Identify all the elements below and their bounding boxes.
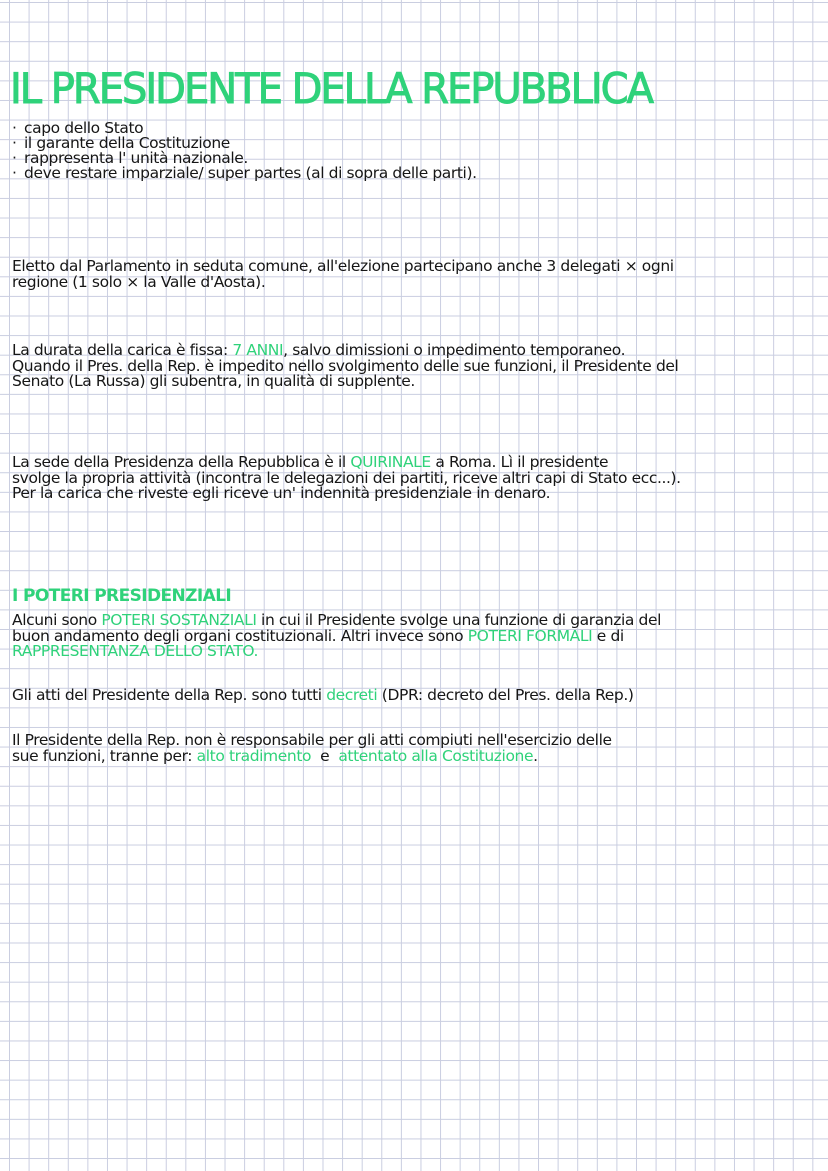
highlight-term: POTERI SOSTANZIALI (101, 611, 257, 629)
text: La sede della Presidenza della Repubblica è il (12, 453, 351, 471)
highlight-term: QUIRINALE (350, 453, 431, 471)
text-line: Per la carica che riveste egli riceve un' indennità presidenziale in denaro. (12, 484, 551, 502)
highlight-term: POTERI FORMALI (467, 626, 593, 645)
paragraph-seat (12, 455, 681, 502)
text: sue funzioni, tranne per: (12, 746, 197, 765)
bullet-dot-icon: · (12, 149, 17, 167)
list-item-text: il garante della Costituzione (24, 134, 230, 152)
text-line: Quando il Pres. della Rep. è impedito nello svolgimento delle sue funzioni, il Presidente del (12, 356, 679, 375)
list-item-text: capo dello Stato (24, 119, 144, 137)
text: Alcuni sono (12, 611, 102, 629)
text-line: Senato (La Russa) gli subentra, in qualità di supplente. (12, 372, 415, 390)
text-line (12, 688, 634, 704)
paragraph-election (12, 259, 674, 290)
text-line: Eletto dal Parlamento in seduta comune, all'elezione partecipano anche 3 delegati × ogni (12, 257, 674, 275)
text: a Roma. Lì il presidente (430, 453, 609, 471)
text-line: svolge la propria attività (incontra le delegazioni dei partiti, riceve altri capi di Stato ecc...). (12, 468, 681, 487)
highlight-term: RAPPRESENTANZA DELLO STATO. (12, 642, 259, 660)
paragraph-decrees (12, 688, 634, 704)
text-line: Il Presidente della Rep. non è responsabile per gli atti compiuti nell'esercizio delle (12, 731, 612, 749)
highlight-term: alto tradimento (196, 746, 312, 765)
text: buon andamento degli organi costituzionali. Altri invece sono (12, 626, 468, 645)
highlight-term: 7 ANNI (232, 341, 284, 359)
list-item-text: deve restare imparziale/ super partes (al di sopra delle parti). (24, 164, 477, 182)
paragraph-term (12, 343, 678, 390)
highlight-term: decreti (326, 686, 378, 704)
bullet-dot-icon: · (12, 134, 17, 152)
list-item-text: rappresenta l' unità nazionale. (24, 149, 248, 167)
text: . (533, 746, 538, 765)
text: e (311, 746, 339, 765)
page-title: IL PRESIDENTE DELLA REPUBBLICA (10, 64, 652, 114)
text: in cui il Presidente svolge una funzione di garanzia del (256, 611, 661, 629)
list-item (12, 166, 477, 181)
text-line (12, 746, 612, 765)
text: (DPR: decreto del Pres. della Rep.) (377, 686, 634, 704)
paragraph-responsibility (12, 733, 612, 764)
paragraph-powers (12, 613, 661, 660)
bullet-dot-icon: · (12, 164, 17, 182)
section-heading: I POTERI PRESIDENZIALI (12, 586, 232, 607)
text-line: regione (1 solo × la Valle d'Aosta). (12, 272, 266, 291)
text: Gli atti del Presidente della Rep. sono tutti (12, 686, 327, 704)
text: e di (592, 626, 624, 645)
text: , salvo dimissioni o impedimento temporaneo. (283, 341, 626, 359)
text: La durata della carica è fissa: (12, 341, 233, 359)
bullet-list (12, 121, 477, 181)
bullet-dot-icon: · (12, 119, 17, 137)
highlight-term: attentato alla Costituzione (338, 746, 534, 765)
